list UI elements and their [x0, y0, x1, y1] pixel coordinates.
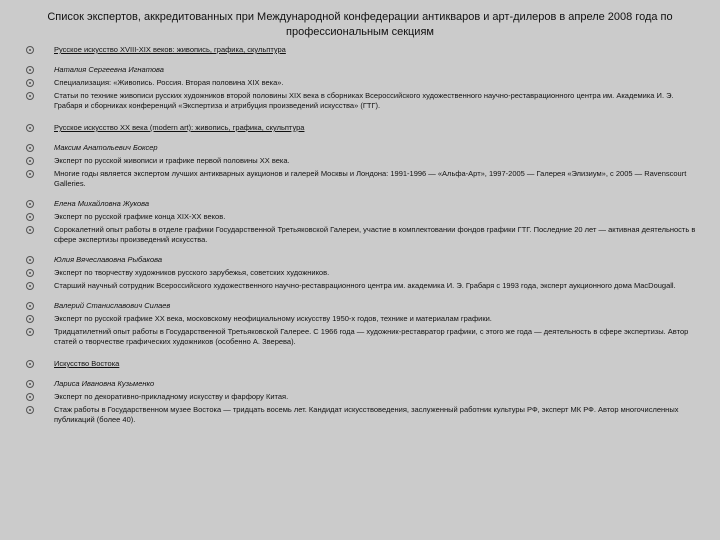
bullet-icon: [26, 124, 34, 132]
expert-name: Валерий Станиславович Силаев: [22, 301, 702, 311]
bullet-icon: [26, 144, 34, 152]
bullet-icon: [26, 393, 34, 401]
expert-experience: Стаж работы в Государственном музее Востока — тридцать восемь лет. Кандидат искусствоведения, заслуженный работник культуры РФ, эксперт МК РФ. Автор многочисленных публикаций (более 40).: [22, 405, 702, 425]
bullet-icon: [26, 282, 34, 290]
bullet-icon: [26, 380, 34, 388]
bullet-icon: [26, 157, 34, 165]
bullet-icon: [26, 226, 34, 234]
bullet-icon: [26, 92, 34, 100]
bullet-icon: [26, 328, 34, 336]
bullet-icon: [26, 302, 34, 310]
expert-specialization: Специализация: «Живопись. Россия. Вторая половина XIX века».: [22, 78, 702, 88]
bullet-icon: [26, 256, 34, 264]
page-title: Список экспертов, аккредитованных при Международной конфедерации антикваров и арт-дилеров в апреле 2008 года по профессиональным секциям: [47, 11, 673, 38]
bullet-icon: [26, 315, 34, 323]
expert-specialization: Эксперт по русской графике конца XIX-XX веков.: [22, 212, 702, 222]
section-heading: Русское искусство XVIII-XIX веков: живопись, графика, скульптура: [22, 45, 702, 55]
expert-name: Максим Анатольевич Боксер: [22, 143, 702, 153]
bullet-icon: [26, 170, 34, 178]
section-heading: Искусство Востока: [22, 359, 702, 369]
expert-experience: Многие годы является экспертом лучших антикварных аукционов и галерей Москвы и Лондона: 1991-1996 — «Альфа-Арт», 1997-2005 — Галерея «Элизиум», с 2005 — Ravenscourt Galleries.: [22, 169, 702, 189]
expert-specialization: Эксперт по творчеству художников русского зарубежья, советских художников.: [22, 268, 702, 278]
bullet-icon: [26, 200, 34, 208]
expert-specialization: Эксперт по декоративно-прикладному искусству и фарфору Китая.: [22, 392, 702, 402]
expert-specialization: Эксперт по русской графике XX века, московскому неофициальному искусству 1950-х годов, технике и материалам графики.: [22, 314, 702, 324]
bullet-icon: [26, 79, 34, 87]
bullet-icon: [26, 360, 34, 368]
expert-experience: Тридцатилетний опыт работы в Государственной Третьяковской Галерее. С 1966 года — художник-реставратор графики, с этого же года — деятельность в сфере экспертизы. Автор статей о творчестве графических художников (особенно А. Зверева).: [22, 327, 702, 347]
expert-name: Юлия Вячеславовна Рыбакова: [22, 255, 702, 265]
expert-experience: Старший научный сотрудник Всероссийского художественного научно-реставрационного центра им. академика И. Э. Грабаря с 1993 года, эксперт аукционного дома MacDougall.: [22, 281, 702, 291]
expert-name: Лариса Ивановна Кузьменко: [22, 379, 702, 389]
expert-name: Наталия Сергеевна Игнатова: [22, 65, 702, 75]
expert-name: Елена Михайловна Жукова: [22, 199, 702, 209]
bullet-icon: [26, 66, 34, 74]
bullet-icon: [26, 406, 34, 414]
bullet-icon: [26, 213, 34, 221]
section-heading: Русское искусство XX века (modern art): живопись, графика, скульптура: [22, 123, 702, 133]
bullet-icon: [26, 46, 34, 54]
expert-specialization: Эксперт по русской живописи и графике первой половины XX века.: [22, 156, 702, 166]
expert-experience: Статьи по технике живописи русских художников второй половины XIX века в сборниках Всероссийского художественного научно-реставрационного центра им. Академика И. Э. Грабаря и сборниках конференций «Экспертиза и атрибуция произведений искусства» (ГТГ).: [22, 91, 702, 111]
expert-experience: Сорокалетний опыт работы в отделе графики Государственной Третьяковской Галереи, участие в комплектовании фондов графики ГТГ. Последние 20 лет — активная деятельность в сфере экспертизы произведений искусства.: [22, 225, 702, 245]
experts-list: [22, 45, 702, 425]
bullet-icon: [26, 269, 34, 277]
